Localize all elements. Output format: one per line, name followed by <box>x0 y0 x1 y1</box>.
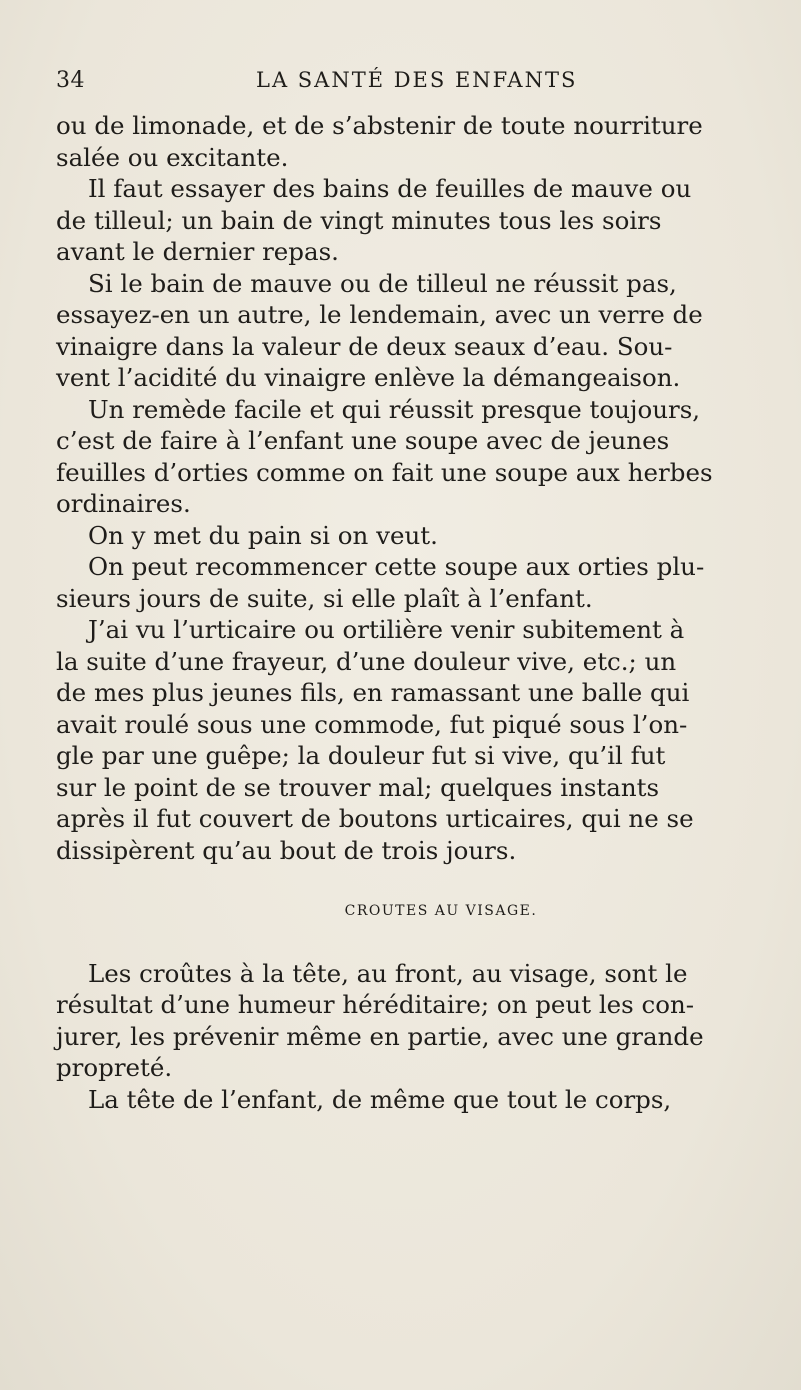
text-line: de mes plus jeunes fils, en ramassant une balle qui <box>56 678 690 707</box>
text-line: salée ou excitante. <box>56 142 289 172</box>
page-header <box>56 68 746 98</box>
text-line: avant le dernier repas. <box>56 237 339 266</box>
text-line: vinaigre dans la valeur de deux seaux d’eau. Sou- <box>56 331 673 361</box>
text-line: jurer, les prévenir même en partie, avec une grande <box>56 1021 704 1051</box>
section-title: CROUTES AU VISAGE. <box>344 903 538 919</box>
body-text <box>56 110 756 1115</box>
paragraphs-before-section <box>56 110 756 866</box>
text-line: Un remède facile et qui réussit presque toujours, <box>88 394 701 424</box>
text-line: gle par une guêpe; la douleur fut si vive, qu’il fut <box>56 741 666 770</box>
text-line: ou de limonade, et de s’abstenir de toute nourriture <box>56 111 703 140</box>
text-line: Il faut essayer des bains de feuilles de mauve ou <box>88 174 692 203</box>
text-line: essayez-en un autre, le lendemain, avec un verre de <box>56 300 703 329</box>
running-title: LA SANTÉ DES ENFANTS <box>256 68 578 92</box>
text-line: c’est de faire à l’enfant une soupe avec de jeunes <box>56 426 670 455</box>
text-line: Les croûtes à la tête, au front, au visage, sont le <box>88 958 688 988</box>
text-line: résultat d’une humeur héréditaire; on peut les con- <box>56 990 695 1019</box>
text-line: après il fut couvert de boutons urticaires, qui ne se <box>56 804 694 833</box>
text-line: Si le bain de mauve ou de tilleul ne réussit pas, <box>88 268 677 298</box>
text-line: On y met du pain si on veut. <box>88 520 438 550</box>
text-line: la suite d’une frayeur, d’une douleur vive, etc.; un <box>56 646 677 676</box>
text-line: ordinaires. <box>56 489 191 518</box>
text-line: feuilles d’orties comme on fait une soupe aux herbes <box>56 457 713 487</box>
text-line: La tête de l’enfant, de même que tout le corps, <box>88 1084 672 1114</box>
paragraphs-after-section <box>56 958 756 1116</box>
text-line: On peut recommencer cette soupe aux orties plu- <box>88 552 705 581</box>
text-line: avait roulé sous une commode, fut piqué sous l’on- <box>56 709 688 739</box>
text-line: sur le point de se trouver mal; quelques instants <box>56 772 660 802</box>
text-line: J’ai vu l’urticaire ou ortilière venir subitement à <box>88 615 685 644</box>
text-line: vent l’acidité du vinaigre enlève la démangeaison. <box>56 363 681 392</box>
text-line: propreté. <box>56 1053 173 1082</box>
text-line: de tilleul; un bain de vingt minutes tous les soirs <box>56 205 662 235</box>
page-number: 34 <box>56 68 85 93</box>
text-line: sieurs jours de suite, si elle plaît à l’enfant. <box>56 583 593 613</box>
text-line: dissipèrent qu’au bout de trois jours. <box>56 835 517 865</box>
